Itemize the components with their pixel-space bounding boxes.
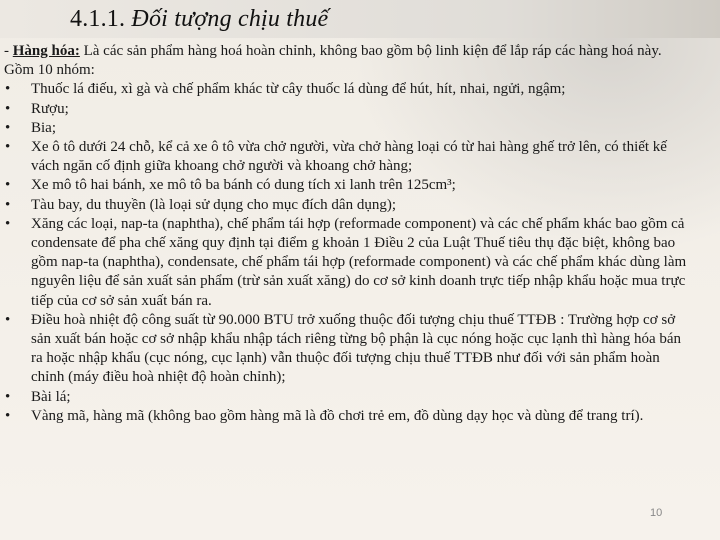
title-text: Đối tượng chịu thuế bbox=[131, 6, 329, 32]
list-item bbox=[4, 138, 694, 176]
bullet-icon: • bbox=[5, 215, 11, 232]
slide-content bbox=[4, 42, 694, 426]
bullet-icon: • bbox=[5, 196, 11, 213]
list-item-text: Tàu bay, du thuyền (là loại sử dụng cho mục đích dân dụng); bbox=[31, 196, 396, 213]
list-item-text: Điều hoà nhiệt độ công suất từ 90.000 BTU trở xuống thuộc đối tượng chịu thuế TTĐB : Trường hợp cơ sở sản xuất bán hoặc cơ sở nhập khẩu nhập tách riêng từng bộ phận là cục nóng hoặc cục lạnh thì hàng hóa bán ra hoặc nhập khẩu (cục nóng, cục lạnh) vẫn thuộc đối tượng chịu thuế TTĐB như đối với sản phẩm hoàn chỉnh (máy điều hoà nhiệt độ hoàn chỉnh); bbox=[31, 311, 682, 386]
bullet-icon: • bbox=[5, 100, 11, 117]
bullet-icon: • bbox=[5, 119, 11, 136]
list-item-text: Xe mô tô hai bánh, xe mô tô ba bánh có dung tích xi lanh trên 125cm³; bbox=[31, 177, 456, 194]
list-item-text: Thuốc lá điếu, xì gà và chế phẩm khác từ cây thuốc lá dùng để hút, hít, nhai, ngửi, ngậm; bbox=[31, 81, 566, 98]
page-number: 10 bbox=[650, 507, 663, 519]
list-item-text: Xe ô tô dưới 24 chỗ, kể cả xe ô tô vừa chở người, vừa chở hàng loại có từ hai hàng ghế trở lên, có thiết kế vách ngăn cố định giữa khoang chở người và khoang chở hàng; bbox=[31, 139, 667, 175]
list-item bbox=[4, 196, 694, 215]
bullet-icon: • bbox=[5, 81, 11, 98]
list-item-text: Vàng mã, hàng mã (không bao gồm hàng mã là đồ chơi trẻ em, đồ dùng dạy học và dùng để trang trí). bbox=[31, 407, 644, 424]
list-item bbox=[4, 388, 694, 407]
list-item bbox=[4, 119, 694, 138]
intro-paragraph bbox=[4, 42, 694, 80]
intro-text: Là các sản phẩm hàng hoá hoàn chỉnh, không bao gồm bộ linh kiện để lắp ráp các hàng hoá này. Gồm 10 nhóm: bbox=[4, 43, 662, 79]
bullet-icon: • bbox=[5, 311, 11, 328]
bullet-icon: • bbox=[5, 139, 11, 156]
bullet-icon: • bbox=[5, 388, 11, 405]
list-item-text: Rượu; bbox=[31, 100, 69, 117]
list-item-text: Xăng các loại, nap-ta (naphtha), chế phẩm tái hợp (reformade component) và các chế phẩm khác bao gồm cả condensate để pha chế xăng quy định tại điểm g khoản 1 Điều 2 của Luật Thuế tiêu thụ đặc biệt, không bao gồm nap-ta (naphtha), condensate, chế phẩm tái hợp (reformade component) và các chế phẩm khác dùng làm nguyên liệu để sản xuất sản phẩm (trừ sản xuất xăng) do cơ sở kinh doanh trực tiếp nhập khẩu hoặc mua trực tiếp của cơ sở sản xuất bán ra. bbox=[31, 215, 687, 309]
bullet-icon: • bbox=[5, 177, 11, 194]
list-item bbox=[4, 80, 694, 99]
list-item bbox=[4, 407, 694, 426]
intro-prefix: - bbox=[4, 43, 13, 59]
list-item-text: Bài lá; bbox=[31, 388, 71, 405]
goods-list bbox=[4, 80, 694, 426]
list-item-text: Bia; bbox=[31, 119, 56, 136]
title-number: 4.1.1. bbox=[70, 6, 126, 32]
list-item bbox=[4, 311, 694, 388]
list-item bbox=[4, 100, 694, 119]
slide-title bbox=[70, 6, 328, 33]
list-item bbox=[4, 176, 694, 195]
bullet-icon: • bbox=[5, 407, 11, 424]
list-item bbox=[4, 215, 694, 311]
intro-label: Hàng hóa: bbox=[12, 43, 80, 59]
